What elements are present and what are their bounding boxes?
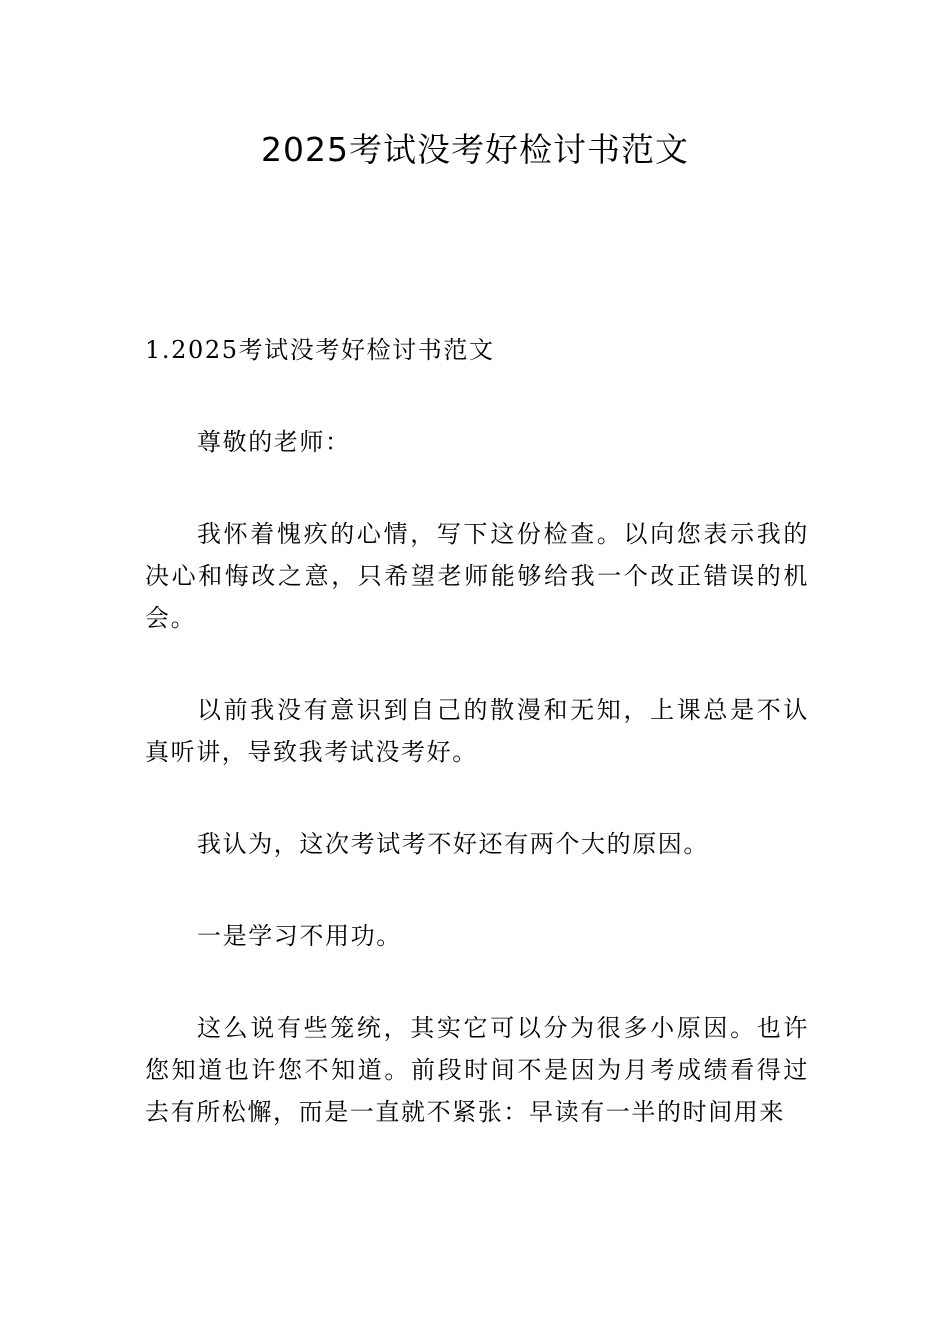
paragraph: 我认为，这次考试考不好还有两个大的原因。 <box>197 830 709 858</box>
section-heading: 1.2025考试没考好检讨书范文 <box>145 336 495 364</box>
document-title: 2025考试没考好检讨书范文 <box>261 130 689 169</box>
salutation: 尊敬的老师： <box>197 428 351 456</box>
paragraph: 我怀着愧疚的心情，写下这份检查。以向您表示我的决心和悔改之意，只希望老师能够给我一个改正错误的机会。 <box>145 520 809 632</box>
document-body <box>145 329 809 1183</box>
paragraph: 以前我没有意识到自己的散漫和无知，上课总是不认真听讲，导致我考试没考好。 <box>145 696 809 766</box>
paragraph: 这么说有些笼统，其实它可以分为很多小原因。也许您知道也许您不知道。前段时间不是因为月考成绩看得过去有所松懈，而是一直就不紧张：早读有一半的时间用来 <box>145 1014 809 1126</box>
paragraph: 一是学习不用功。 <box>197 922 402 950</box>
